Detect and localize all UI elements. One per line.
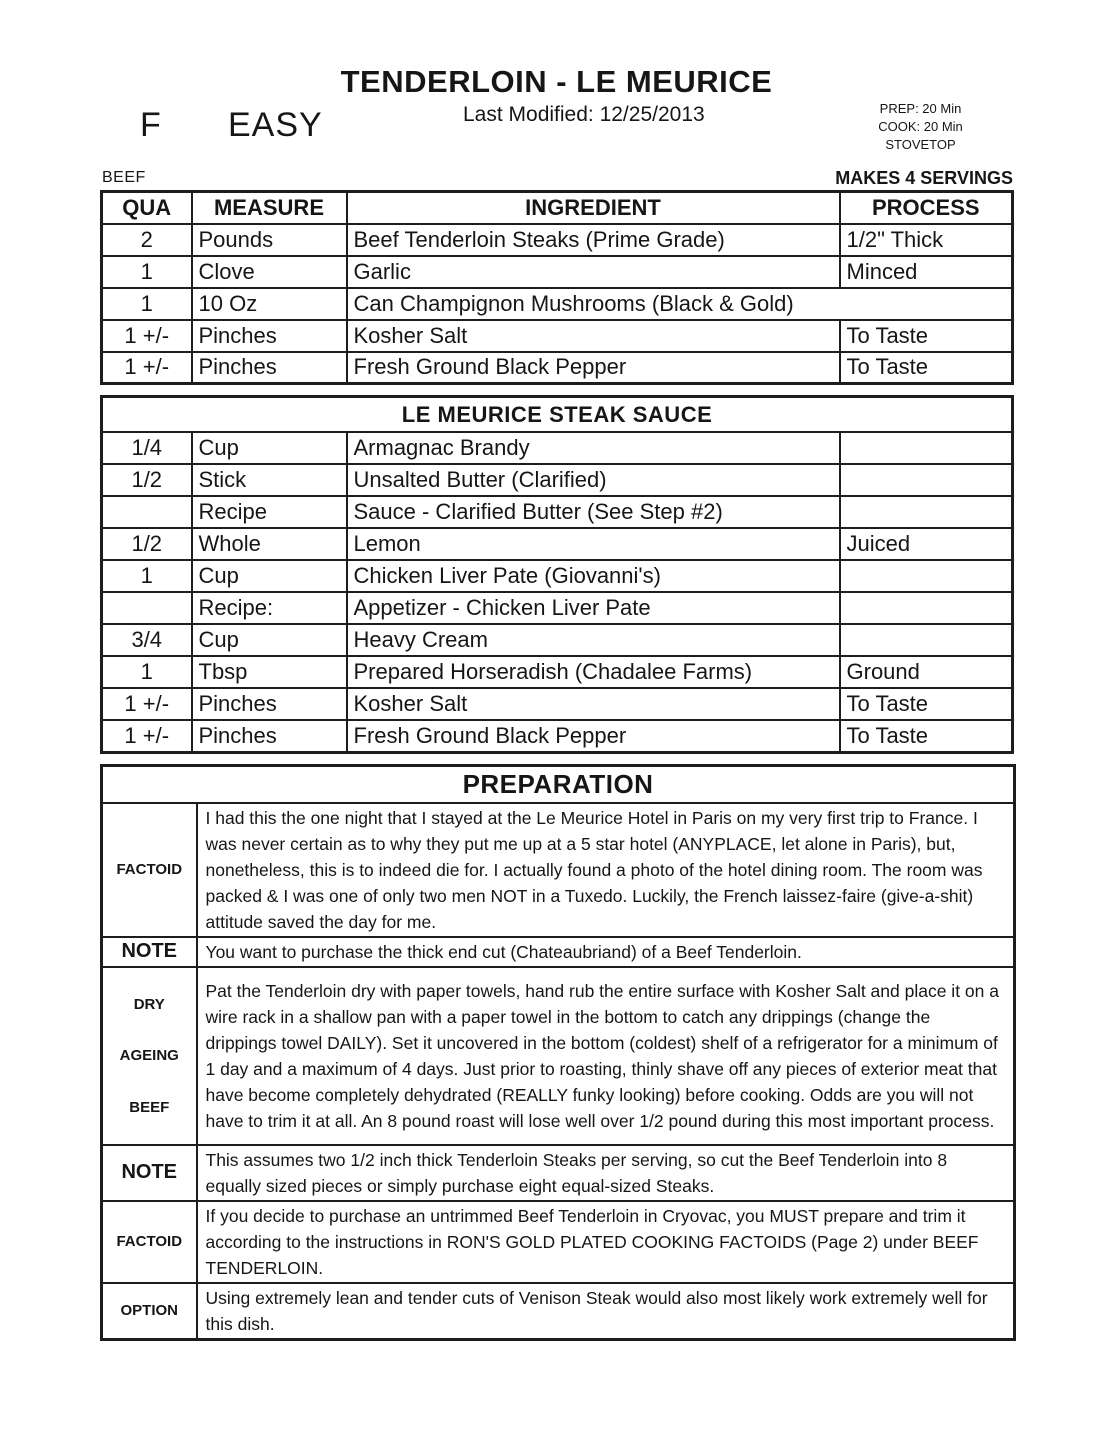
sauce-row <box>102 496 1013 528</box>
note-label: NOTE <box>102 937 197 967</box>
beef-label: BEEF <box>129 1098 170 1116</box>
process-cell: Minced <box>840 256 1013 288</box>
measure-column-header: MEASURE <box>192 192 347 224</box>
process-cell: To Taste <box>840 352 1013 384</box>
ingredient-cell: Fresh Ground Black Pepper <box>347 720 840 752</box>
preparation-title-row <box>102 765 1015 803</box>
process-cell: To Taste <box>840 688 1013 720</box>
measure-cell: Tbsp <box>192 656 347 688</box>
ingredient-cell: Kosher Salt <box>347 688 840 720</box>
quantity-cell: 1 +/- <box>102 688 192 720</box>
factoid-text: I had this the one night that I stayed at the Le Meurice Hotel in Paris on my very first trip to France. I was never certain as to why they put me up at a 5 star hotel (ANYPLACE, let alone in Paris), but, nonetheless, this is to indeed die for. I actually found a photo of the hotel dining room. The room was packed & I was one of only two men NOT in a Tuxedo. Luckily, the French laissez-faire (give-a-shit) attitude saved the day for me. <box>197 803 1015 937</box>
dry-label: DRY <box>133 995 165 1013</box>
process-cell: Ground <box>840 656 1013 688</box>
quantity-cell: 1/4 <box>102 432 192 464</box>
quantity-cell: 1 +/- <box>102 320 192 352</box>
preparation-row <box>102 937 1015 967</box>
last-modified-label: Last Modified: 12/25/2013 <box>463 103 705 126</box>
process-cell: 1/2" Thick <box>840 224 1013 256</box>
sauce-row <box>102 720 1013 752</box>
quantity-cell: 1/2 <box>102 528 192 560</box>
dry-ageing-beef-label <box>102 967 197 1145</box>
measure-cell: Pinches <box>192 352 347 384</box>
quantity-cell: 1/2 <box>102 464 192 496</box>
measure-cell: Recipe <box>192 496 347 528</box>
ingredient-cell: Chicken Liver Pate (Giovanni's) <box>347 560 840 592</box>
measure-cell: Stick <box>192 464 347 496</box>
quantity-cell: 3/4 <box>102 624 192 656</box>
ingredient-cell: Appetizer - Chicken Liver Pate <box>347 592 840 624</box>
sauce-title-row <box>102 397 1013 433</box>
process-cell <box>840 464 1013 496</box>
sauce-row <box>102 592 1013 624</box>
ingredient-row <box>102 288 1013 320</box>
sauce-row <box>102 656 1013 688</box>
measure-cell: 10 Oz <box>192 288 347 320</box>
factoid-text: If you decide to purchase an untrimmed Beef Tenderloin in Cryovac, you MUST prepare and trim it according to the instructions in RON'S GOLD PLATED COOKING FACTOIDS (Page 2) under BEEF TENDERLOIN. <box>197 1201 1015 1283</box>
sauce-row <box>102 464 1013 496</box>
note-text: This assumes two 1/2 inch thick Tenderloin Steaks per serving, so cut the Beef Tenderloin into 8 equally sized pieces or simply purchase eight equal-sized Steaks. <box>197 1145 1015 1201</box>
measure-cell: Whole <box>192 528 347 560</box>
ingredient-cell: Sauce - Clarified Butter (See Step #2) <box>347 496 840 528</box>
page-title: TENDERLOIN - LE MEURICE <box>340 64 773 99</box>
prep-time-label: PREP: 20 Min <box>879 101 962 116</box>
quantity-cell: 1 <box>102 656 192 688</box>
ingredient-row <box>102 256 1013 288</box>
preparation-table <box>100 764 1016 1341</box>
ingredient-row <box>102 224 1013 256</box>
ingredient-row <box>102 320 1013 352</box>
preparation-row <box>102 1283 1015 1340</box>
ingredient-cell: Kosher Salt <box>347 320 840 352</box>
quantity-cell: 1 +/- <box>102 352 192 384</box>
sauce-row <box>102 624 1013 656</box>
sauce-table-title: LE MEURICE STEAK SAUCE <box>102 397 1013 433</box>
quantity-cell <box>102 496 192 528</box>
option-text: Using extremely lean and tender cuts of Venison Steak would also most likely work extremely well for this dish. <box>197 1283 1015 1340</box>
header-meta-row <box>100 100 1013 190</box>
ingredient-cell: Heavy Cream <box>347 624 840 656</box>
sauce-table <box>100 395 1014 754</box>
note-text: You want to purchase the thick end cut (Chateaubriand) of a Beef Tenderloin. <box>197 937 1015 967</box>
process-cell <box>840 432 1013 464</box>
ingredient-cell: Lemon <box>347 528 840 560</box>
process-cell <box>840 560 1013 592</box>
note-label: NOTE <box>102 1145 197 1201</box>
cooking-method-label: STOVETOP <box>885 137 956 152</box>
measure-cell: Recipe: <box>192 592 347 624</box>
servings-label: MAKES 4 SERVINGS <box>835 168 1013 188</box>
measure-cell: Pounds <box>192 224 347 256</box>
sauce-row <box>102 528 1013 560</box>
measure-cell: Pinches <box>192 688 347 720</box>
difficulty-label: EASY <box>228 106 323 144</box>
process-cell: To Taste <box>840 320 1013 352</box>
factoid-label: FACTOID <box>102 803 197 937</box>
process-cell <box>840 496 1013 528</box>
ingredient-cell: Fresh Ground Black Pepper <box>347 352 840 384</box>
qua-column-header: QUA <box>102 192 192 224</box>
process-cell: To Taste <box>840 720 1013 752</box>
category-label: BEEF <box>102 169 146 186</box>
ingredients-header-row <box>102 192 1013 224</box>
preparation-row <box>102 967 1015 1145</box>
measure-cell: Clove <box>192 256 347 288</box>
quantity-cell: 1 <box>102 288 192 320</box>
recipe-content <box>100 64 1013 1341</box>
ingredient-cell: Beef Tenderloin Steaks (Prime Grade) <box>347 224 840 256</box>
ingredients-table <box>100 190 1014 385</box>
measure-cell: Pinches <box>192 720 347 752</box>
cook-time-label: COOK: 20 Min <box>878 119 963 134</box>
quantity-cell: 2 <box>102 224 192 256</box>
quantity-cell: 1 <box>102 256 192 288</box>
measure-cell: Cup <box>192 560 347 592</box>
ingredient-cell: Can Champignon Mushrooms (Black & Gold) <box>347 288 1013 320</box>
index-letter: F <box>140 106 161 144</box>
ingredient-column-header: INGREDIENT <box>347 192 840 224</box>
quantity-cell: 1 <box>102 560 192 592</box>
preparation-table-title: PREPARATION <box>102 765 1015 803</box>
quantity-cell <box>102 592 192 624</box>
process-column-header: PROCESS <box>840 192 1013 224</box>
stacked-label <box>105 996 194 1116</box>
process-cell <box>840 592 1013 624</box>
process-cell <box>840 624 1013 656</box>
dry-ageing-text: Pat the Tenderloin dry with paper towels, hand rub the entire surface with Kosher Salt and place it on a wire rack in a shallow pan with a paper towel in the bottom to catch any drippings (change the drippings towel DAILY). Set it uncovered in the bottom (coldest) shelf of a refrigerator for a minimum of 1 day and a maximum of 4 days. Just prior to roasting, thinly shave off any pieces of exterior meat that have become completely dehydrated (REALLY funky looking) before cooking. Odds are you will not have to trim it at all. An 8 pound roast will lose well over 1/2 pound during this most important process. <box>197 967 1015 1145</box>
ingredient-cell: Unsalted Butter (Clarified) <box>347 464 840 496</box>
ingredient-cell: Garlic <box>347 256 840 288</box>
ingredient-cell: Armagnac Brandy <box>347 432 840 464</box>
preparation-row <box>102 1201 1015 1283</box>
sauce-row <box>102 688 1013 720</box>
quantity-cell: 1 +/- <box>102 720 192 752</box>
ageing-label: AGEING <box>119 1047 179 1064</box>
factoid-label: FACTOID <box>102 1201 197 1283</box>
measure-cell: Pinches <box>192 320 347 352</box>
sauce-row <box>102 432 1013 464</box>
option-label: OPTION <box>102 1283 197 1340</box>
preparation-row <box>102 1145 1015 1201</box>
sauce-row <box>102 560 1013 592</box>
measure-cell: Cup <box>192 624 347 656</box>
measure-cell: Cup <box>192 432 347 464</box>
ingredient-cell: Prepared Horseradish (Chadalee Farms) <box>347 656 840 688</box>
timing-block <box>838 100 1003 154</box>
preparation-row <box>102 803 1015 937</box>
process-cell: Juiced <box>840 528 1013 560</box>
ingredient-row <box>102 352 1013 384</box>
